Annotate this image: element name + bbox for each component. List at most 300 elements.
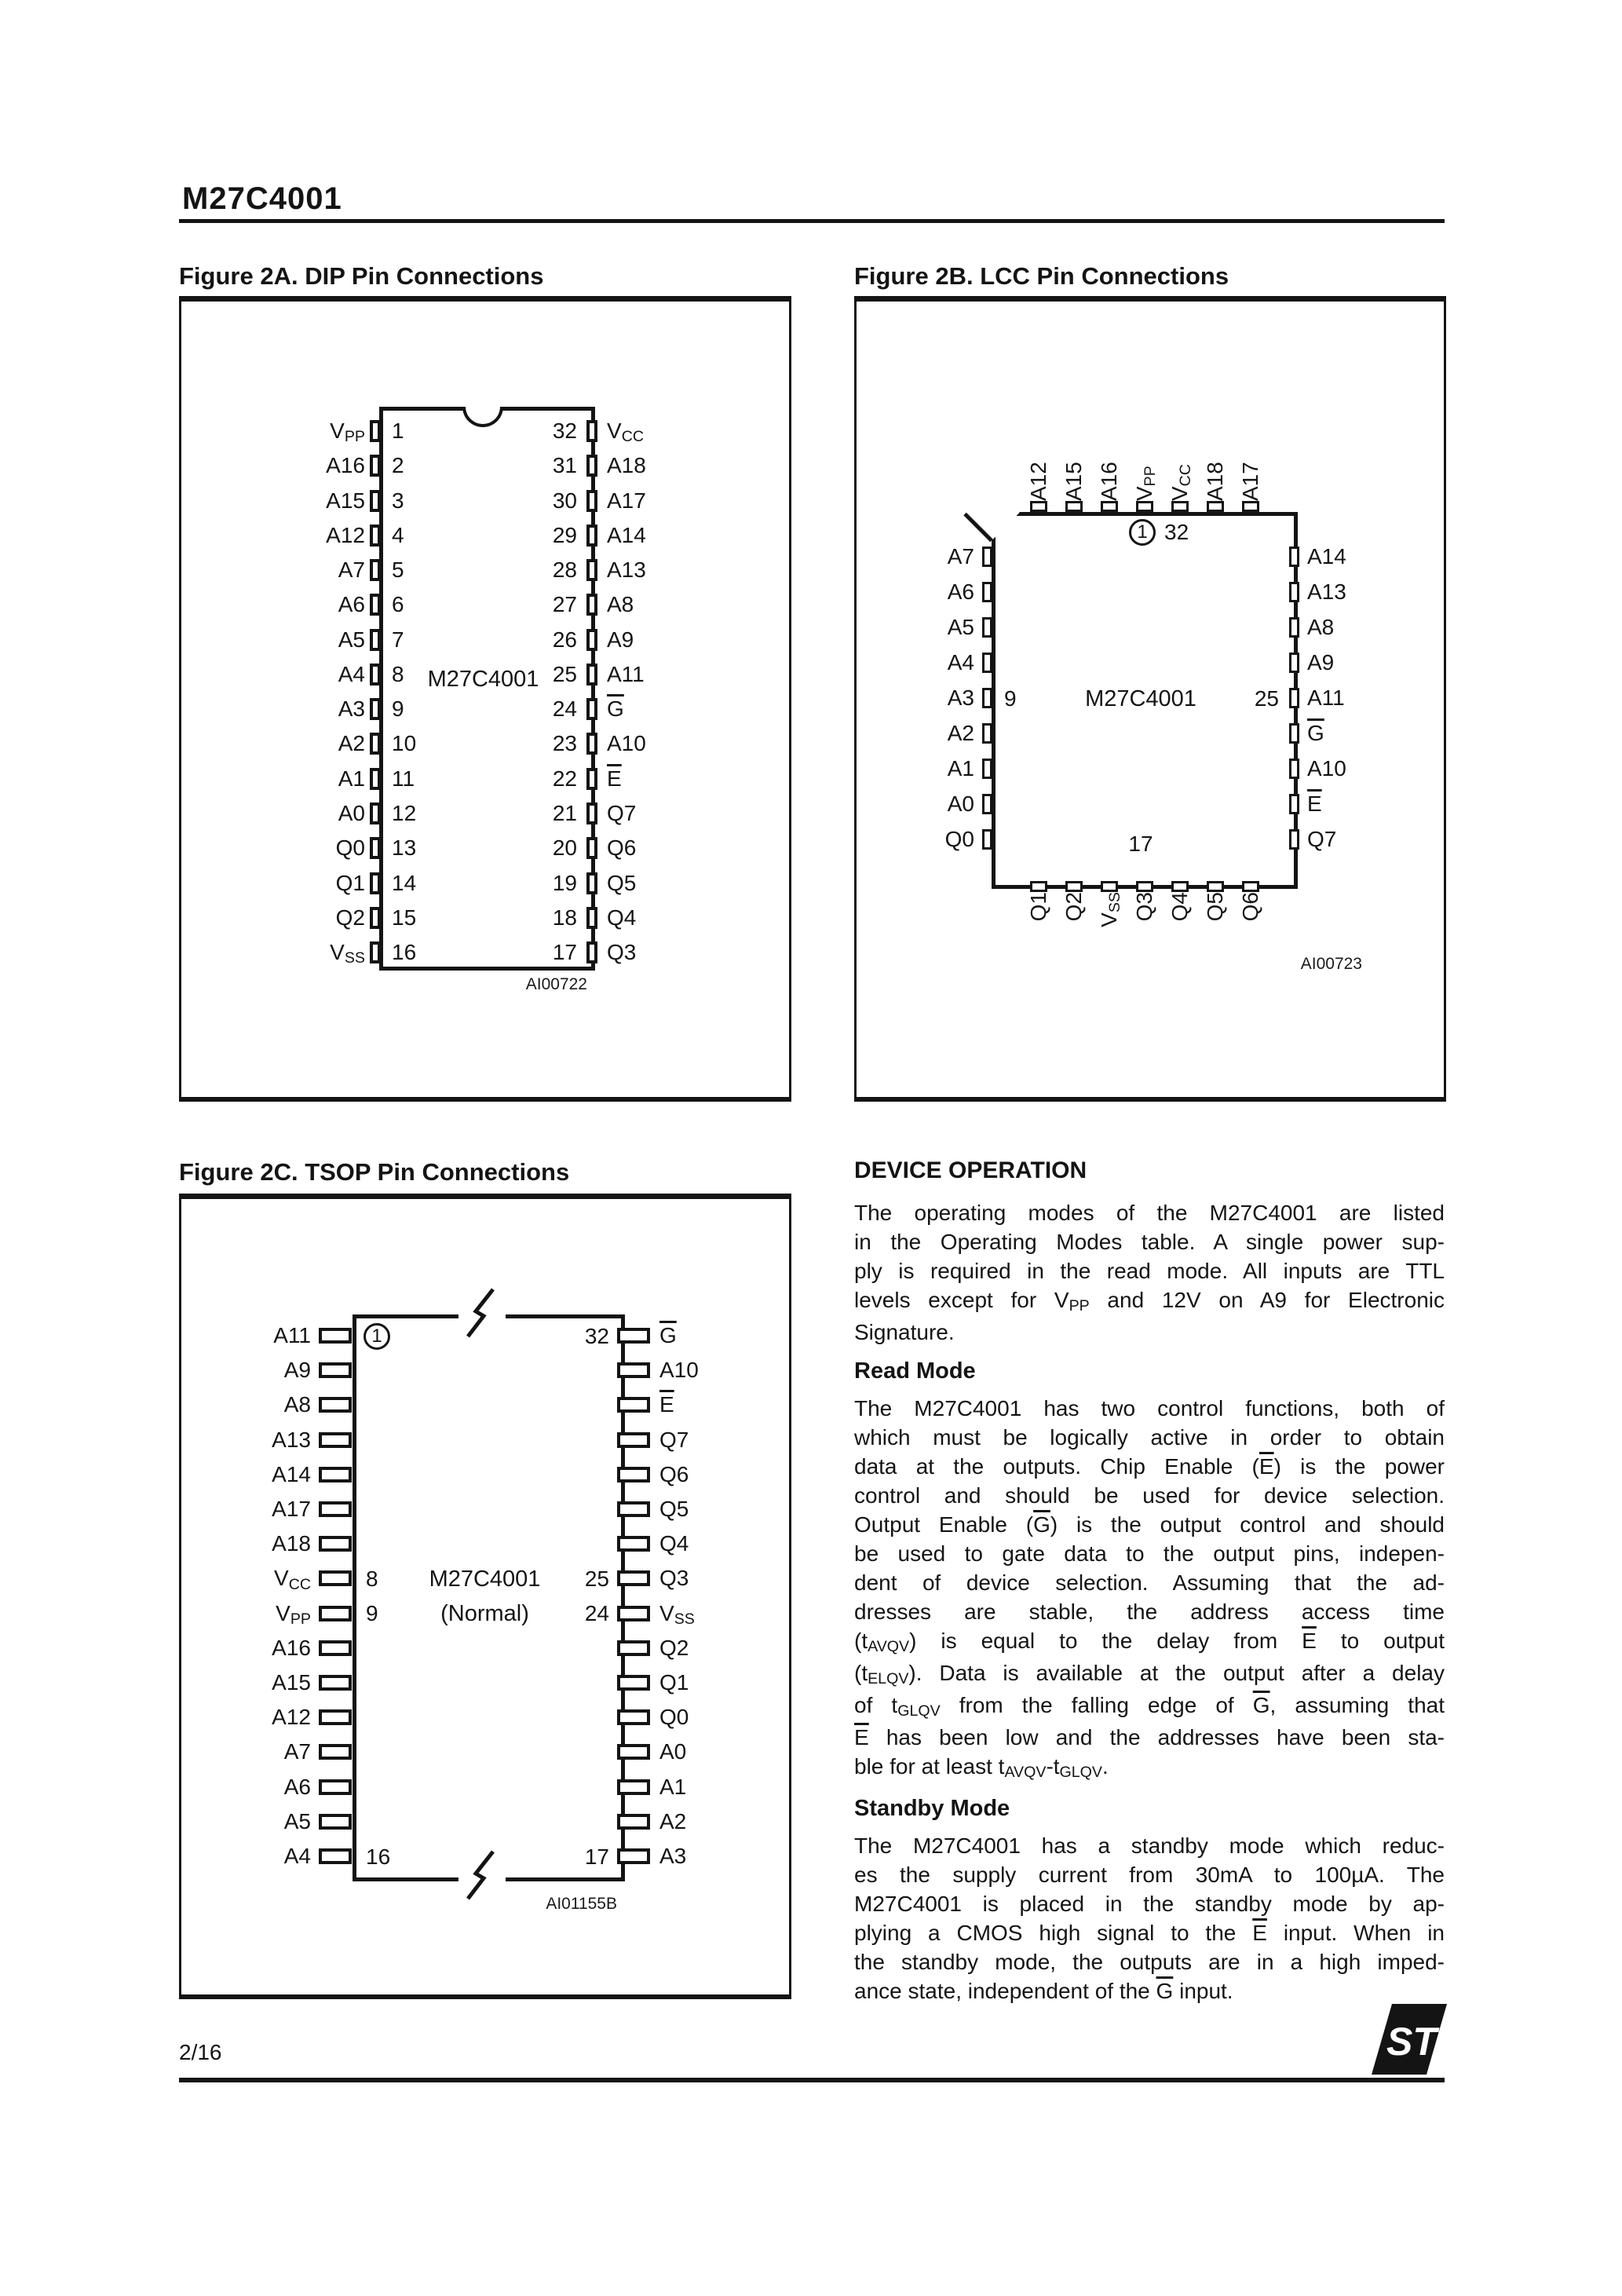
pin-label: A17 — [272, 1497, 311, 1521]
pin-box — [1171, 501, 1189, 512]
pin-label: Q2 — [335, 905, 365, 930]
pin-number: 25 — [552, 661, 577, 686]
pin-label — [659, 1324, 677, 1347]
pin-label — [659, 1393, 674, 1417]
pin-label: Q5 — [1203, 892, 1227, 922]
pin-box — [617, 1467, 650, 1483]
text-line: ance state, independent of the $\overline{G}$ input. — [854, 1979, 1233, 2003]
pin-box — [370, 872, 381, 894]
pin-label: A6 — [338, 592, 365, 617]
pin-label: VCC — [274, 1566, 311, 1593]
pin-box — [370, 698, 381, 720]
pin-label: A18 — [607, 453, 646, 478]
pin-label: Q6 — [1238, 892, 1262, 922]
pin-box — [586, 525, 597, 547]
tsop-chip-sublabel: (Normal) — [440, 1601, 529, 1626]
subscript: CC — [1177, 464, 1195, 487]
standby-mode-paragraph — [854, 1831, 1445, 2005]
pin-box — [586, 837, 597, 859]
pin-number: 32 — [1164, 520, 1189, 544]
pin-label: A17 — [607, 488, 646, 513]
pin-label: VSS — [330, 940, 365, 967]
pin-box — [370, 629, 381, 651]
dip-chip-label: M27C4001 — [427, 667, 539, 692]
pin-label: Q1 — [659, 1670, 689, 1695]
pin-label: A13 — [1307, 579, 1346, 604]
tsop-chip-body — [353, 1314, 625, 1881]
pin-box — [370, 941, 381, 963]
pin-label: A13 — [607, 558, 646, 583]
pin-label: A1 — [338, 766, 365, 791]
pin-label: Q6 — [659, 1461, 689, 1486]
pin-number: 15 — [392, 905, 417, 930]
figure-code: AI00723 — [1300, 955, 1362, 973]
pin-number: 8 — [366, 1567, 378, 1591]
pin-box — [319, 1432, 352, 1448]
pin-label: Q7 — [1307, 827, 1337, 851]
pin-box — [586, 490, 597, 512]
pin-box — [617, 1432, 650, 1448]
pin-label: A14 — [1307, 544, 1346, 569]
pin-label: A0 — [947, 792, 974, 816]
text-line: M27C4001 is placed in the standby mode by ap- — [854, 1892, 1445, 1916]
pin-label: Q4 — [659, 1531, 689, 1556]
pin-box — [1289, 688, 1299, 708]
pin-label: A7 — [947, 544, 974, 569]
subscript: GLQV — [897, 1702, 941, 1720]
pin-box — [586, 559, 597, 581]
pin-label: Q0 — [944, 827, 974, 851]
header-rule — [179, 219, 1445, 223]
pin-box — [617, 1640, 650, 1656]
pin-label: A11 — [607, 661, 645, 686]
page-number: 2/16 — [179, 2040, 222, 2064]
figure-2c-title: Figure 2C. TSOP Pin Connections — [179, 1158, 570, 1186]
pin-box — [1289, 829, 1299, 850]
text-line: dent of device selection. Assuming that the ad- — [854, 1570, 1445, 1595]
overline: $\overline{E}$ — [659, 1392, 674, 1417]
overline: $\overline{E}$ — [1307, 792, 1322, 816]
pin-label — [607, 697, 624, 721]
pin-box — [617, 1675, 650, 1691]
device-operation-section — [854, 1157, 1445, 2005]
text-line: ble for at least tAVQV-tGLQV. — [854, 1754, 1109, 1782]
overline: $\overline{G}$ — [1307, 721, 1324, 745]
pin-box — [586, 733, 597, 755]
pin-box — [1289, 653, 1299, 673]
lcc-chip-label: M27C4001 — [1085, 686, 1196, 711]
pin-box — [319, 1779, 352, 1795]
pin-number: 17 — [1128, 832, 1153, 856]
text-line: $\overline{E}$ has been low and the addresses have been sta- — [854, 1725, 1445, 1749]
pin-label: A1 — [659, 1774, 687, 1799]
pin-label: A8 — [283, 1392, 311, 1417]
pin-box — [586, 594, 597, 616]
pin-label: VSS — [659, 1600, 695, 1628]
pin-box — [370, 594, 381, 616]
overline: $\overline{E}$ — [854, 1725, 869, 1749]
pin-label: A5 — [283, 1808, 311, 1834]
pin-box — [982, 794, 992, 814]
pin-label: VCC — [1167, 464, 1195, 501]
pin-label: A7 — [338, 558, 365, 583]
figure-2a-title: Figure 2A. DIP Pin Connections — [179, 262, 544, 290]
text-line: es the supply current from 30mA to 100µA. The — [854, 1863, 1445, 1887]
text-line: levels except for VPP and 12V on A9 for Electronic — [854, 1288, 1445, 1315]
pin-label: A15 — [1061, 462, 1086, 501]
pin-box — [586, 629, 597, 651]
pin-label: A15 — [272, 1670, 311, 1695]
st-logo — [1372, 2002, 1447, 2076]
pin-box — [370, 837, 381, 859]
pin-number: 3 — [392, 488, 404, 513]
pin-number: 6 — [392, 592, 404, 617]
pin-number: 32 — [552, 419, 577, 443]
pin-box — [586, 768, 597, 790]
pin-box — [319, 1397, 352, 1413]
pin-number: 24 — [552, 696, 577, 722]
pin-number: 28 — [552, 558, 577, 583]
pin-label: A11 — [273, 1323, 311, 1347]
subscript: SS — [1106, 892, 1124, 913]
subscript: CC — [621, 428, 644, 446]
pin-label: A16 — [326, 453, 365, 478]
pin-box — [617, 1328, 650, 1344]
text-line: plying a CMOS high signal to the $\overline{E}$ input. When in — [854, 1921, 1445, 1945]
pin-label: VPP — [276, 1600, 311, 1628]
pin-box — [319, 1328, 352, 1344]
pin-label: VSS — [1097, 892, 1124, 927]
pin-box — [319, 1362, 352, 1378]
pin-label: Q3 — [607, 940, 637, 965]
pin-number: 16 — [366, 1844, 391, 1869]
pin-label: A15 — [326, 488, 365, 513]
subscript: AVQV — [1004, 1764, 1047, 1782]
text-line: in the Operating Modes table. A single power sup- — [854, 1230, 1445, 1254]
pin-box — [586, 420, 597, 442]
pin-number: 29 — [552, 522, 577, 547]
figure-2c-box — [179, 1194, 791, 1999]
pin1-marker: 1 — [1129, 519, 1156, 546]
pin-number: 17 — [584, 1844, 609, 1869]
pin-label: A3 — [659, 1844, 687, 1868]
pin-label: A3 — [947, 686, 974, 710]
overline: $\overline{G}$ — [1252, 1693, 1270, 1717]
subscript: CC — [288, 1575, 311, 1593]
pin-label: A8 — [1307, 615, 1335, 639]
text-line: ply is required in the read mode. All inputs are TTL — [854, 1259, 1445, 1283]
pin-box — [1065, 881, 1083, 892]
pin-number: 16 — [392, 940, 417, 965]
intro-paragraph — [854, 1198, 1445, 1347]
pin-box — [617, 1570, 650, 1586]
pin-box — [370, 803, 381, 824]
st-logo-text: ST — [1386, 2020, 1437, 2064]
text-line: control and should be used for device selection. — [854, 1483, 1445, 1508]
pin-label: A0 — [338, 800, 365, 825]
pin-number: 24 — [584, 1601, 609, 1625]
footer-rule — [179, 2078, 1445, 2082]
pin-number: 25 — [584, 1567, 609, 1591]
figure-code: AI00722 — [525, 975, 587, 993]
pin-box — [1065, 501, 1083, 512]
pin-label: Q1 — [335, 870, 365, 895]
subscript: PP — [344, 428, 365, 446]
pin-label: A2 — [947, 721, 974, 745]
text-line: Signature. — [854, 1320, 955, 1344]
pin-number: 31 — [552, 453, 577, 478]
pin-label: A6 — [947, 579, 974, 604]
pin-box — [617, 1397, 650, 1413]
pin-box — [586, 941, 597, 963]
overline: $\overline{E}$ — [1252, 1921, 1267, 1945]
pin-label: Q4 — [607, 905, 637, 930]
pin-label: A1 — [947, 756, 974, 781]
pin-label: A10 — [607, 731, 646, 756]
subscript: PP — [1142, 466, 1160, 487]
pin-box — [370, 490, 381, 512]
pin-label: A0 — [659, 1739, 687, 1764]
pin-box — [319, 1467, 352, 1483]
pin-box — [1289, 759, 1299, 779]
subscript: ELQV — [868, 1670, 909, 1688]
pin-box — [586, 455, 597, 477]
pin-box — [617, 1709, 650, 1725]
pin-label: Q7 — [659, 1427, 689, 1452]
pin-box — [1289, 723, 1299, 744]
pin-number: 19 — [552, 870, 577, 895]
pin-box — [319, 1744, 352, 1760]
pin-label: A9 — [607, 627, 634, 652]
pin-number: 23 — [552, 731, 577, 756]
text-line: the standby mode, the outputs are in a high imped- — [854, 1950, 1445, 1974]
pin-number: 25 — [1254, 686, 1279, 711]
pin-label: Q2 — [1061, 892, 1086, 922]
pin-box — [319, 1848, 352, 1864]
pin-box — [982, 582, 992, 602]
pin-label: VPP — [1132, 466, 1160, 501]
pin-box — [1207, 501, 1224, 512]
subscript: GLQV — [1059, 1764, 1102, 1782]
pin-box — [370, 559, 381, 581]
pin-box — [370, 455, 381, 477]
pin-label: A3 — [338, 696, 365, 722]
pin-box — [982, 617, 992, 638]
pin-label: VPP — [330, 419, 365, 446]
overline: $\overline{E}$ — [1302, 1629, 1317, 1653]
pin-label: A12 — [326, 522, 365, 547]
pin-box — [617, 1606, 650, 1621]
pin-number: 9 — [392, 696, 404, 722]
pin-number: 9 — [366, 1601, 378, 1625]
pin-number: 20 — [552, 835, 577, 861]
pin-box — [586, 872, 597, 894]
pin-box — [1289, 617, 1299, 638]
text-line: of tGLQV from the falling edge of $\overline{G}$, assuming that — [854, 1693, 1445, 1720]
pin-label: A9 — [283, 1358, 311, 1383]
pin-number: 14 — [392, 870, 417, 895]
pin-number: 1 — [392, 419, 404, 443]
subscript: AVQV — [868, 1638, 910, 1656]
pin-box — [617, 1779, 650, 1795]
overline: $\overline{G}$ — [1156, 1979, 1174, 2003]
text-line: The M27C4001 has two control functions, both of — [854, 1396, 1445, 1420]
subscript: SS — [674, 1610, 695, 1628]
pin-box — [319, 1570, 352, 1586]
pin-box — [319, 1675, 352, 1691]
pin-box — [1242, 501, 1259, 512]
pin-label: A6 — [283, 1774, 311, 1799]
pin-box — [1289, 582, 1299, 602]
pin-label: A14 — [607, 522, 646, 547]
pin-label: Q6 — [607, 835, 637, 861]
pin-label: A14 — [272, 1461, 311, 1486]
pin-label: A17 — [1238, 462, 1262, 501]
pin-label: A12 — [272, 1705, 311, 1730]
text-line: The operating modes of the M27C4001 are listed — [854, 1201, 1445, 1225]
pin-label: A5 — [947, 615, 974, 639]
text-line: be used to gate data to the output pins, indepen- — [854, 1541, 1445, 1566]
pin-label: A10 — [659, 1358, 699, 1383]
pin-label — [1307, 722, 1324, 745]
pin-label: A16 — [1097, 462, 1121, 501]
text-line: dresses are stable, the address access time — [854, 1600, 1445, 1624]
pin-number: 13 — [392, 835, 417, 861]
pin-box — [1289, 547, 1299, 567]
pin-box — [617, 1501, 650, 1517]
subscript: SS — [344, 949, 365, 967]
pin-label: VCC — [607, 419, 644, 446]
pin-label: A13 — [272, 1427, 311, 1452]
pin-label: A10 — [1307, 756, 1346, 781]
overline: $\overline{G}$ — [607, 696, 624, 722]
pin-label: Q7 — [607, 800, 637, 825]
pin-label: A11 — [1307, 686, 1345, 710]
pin-box — [319, 1501, 352, 1517]
pin-number: 21 — [552, 800, 577, 825]
pin-box — [370, 525, 381, 547]
pin-box — [1101, 501, 1118, 512]
pin-box — [617, 1744, 650, 1760]
pin-box — [982, 723, 992, 744]
pin-number: 4 — [392, 522, 404, 547]
pin-label: A12 — [1026, 462, 1050, 501]
pin-box — [982, 759, 992, 779]
pin-box — [586, 698, 597, 720]
pin-box — [370, 664, 381, 686]
pin-box — [586, 664, 597, 686]
pin-label: Q1 — [1026, 892, 1050, 922]
pin-box — [617, 1536, 650, 1552]
figure-2b-title: Figure 2B. LCC Pin Connections — [854, 262, 1229, 290]
pin-label: Q3 — [659, 1566, 689, 1591]
pin-label: A9 — [1307, 650, 1335, 675]
pin-box — [1136, 881, 1153, 892]
pin-label: Q4 — [1167, 892, 1192, 922]
pin-label: A16 — [272, 1635, 311, 1660]
pin-box — [617, 1848, 650, 1864]
pin-box — [982, 547, 992, 567]
pin-number: 9 — [1004, 686, 1017, 711]
pin-number: 17 — [552, 940, 577, 965]
pin-box — [1136, 501, 1153, 512]
pin-box — [617, 1362, 650, 1378]
pin-box — [370, 420, 381, 442]
pin-number: 12 — [392, 800, 417, 825]
text-line: which must be logically active in order to obtain — [854, 1425, 1445, 1450]
pin-box — [1242, 881, 1259, 892]
pin-box — [1101, 881, 1118, 892]
pin-box — [1030, 501, 1047, 512]
pin-box — [982, 653, 992, 673]
subscript: PP — [1069, 1297, 1090, 1315]
pin-number: 18 — [552, 905, 577, 930]
pin-box — [319, 1606, 352, 1621]
pin-box — [319, 1814, 352, 1830]
pin-label: A4 — [947, 650, 974, 675]
pin-box — [617, 1814, 650, 1830]
text-line: (tAVQV) is equal to the delay from $\overline{E}$ to output — [854, 1629, 1445, 1656]
pin-label: A2 — [338, 731, 365, 756]
pin-label: A18 — [1203, 462, 1227, 501]
pin-box — [1289, 794, 1299, 814]
pin-label: A8 — [607, 592, 634, 617]
pin-label: A5 — [338, 627, 365, 652]
pin-box — [586, 907, 597, 929]
pin-number: 2 — [392, 453, 404, 478]
pin-box — [1030, 881, 1047, 892]
pin-label: Q5 — [607, 870, 637, 895]
pin-number: 22 — [552, 766, 577, 791]
overline: $\overline{E}$ — [1259, 1454, 1274, 1479]
pin-number: 30 — [552, 488, 577, 513]
figure-code: AI01155B — [546, 1895, 617, 1913]
pin-box — [370, 733, 381, 755]
text-line: The M27C4001 has a standby mode which reduc- — [854, 1834, 1445, 1858]
read-mode-paragraph — [854, 1394, 1445, 1784]
pin-number: 32 — [584, 1324, 609, 1348]
pin-box — [370, 768, 381, 790]
subsection-heading: Read Mode — [854, 1358, 976, 1384]
pin-number: 26 — [552, 627, 577, 652]
section-heading: DEVICE OPERATION — [854, 1157, 1087, 1183]
tsop-chip-label: M27C4001 — [429, 1567, 541, 1592]
pin1-marker: 1 — [363, 1323, 390, 1350]
pin-label: A2 — [659, 1808, 687, 1834]
overline: $\overline{G}$ — [659, 1323, 677, 1347]
pin-box — [370, 907, 381, 929]
pin-label: A4 — [283, 1844, 311, 1868]
pin-box — [586, 803, 597, 824]
pin-number: 11 — [392, 766, 415, 791]
pin-label: Q0 — [659, 1705, 689, 1730]
overline: $\overline{G}$ — [1033, 1512, 1050, 1537]
pin-label: Q2 — [659, 1635, 689, 1660]
pin-label: Q3 — [1132, 892, 1156, 922]
text-line: data at the outputs. Chip Enable $(\overline{E})$ is the power — [854, 1454, 1445, 1479]
pin-number: 5 — [392, 558, 404, 583]
pin-box — [319, 1709, 352, 1725]
text-line: (tELQV). Data is available at the output after a delay — [854, 1661, 1445, 1688]
overline: $\overline{E}$ — [607, 766, 622, 791]
pin-box — [319, 1536, 352, 1552]
pin-label: Q5 — [659, 1497, 689, 1521]
pin-number: 8 — [392, 661, 404, 686]
page-title: M27C4001 — [182, 181, 342, 216]
pin-label: A18 — [272, 1531, 311, 1556]
figure-2b-box — [854, 296, 1446, 1102]
pin-box — [319, 1640, 352, 1656]
